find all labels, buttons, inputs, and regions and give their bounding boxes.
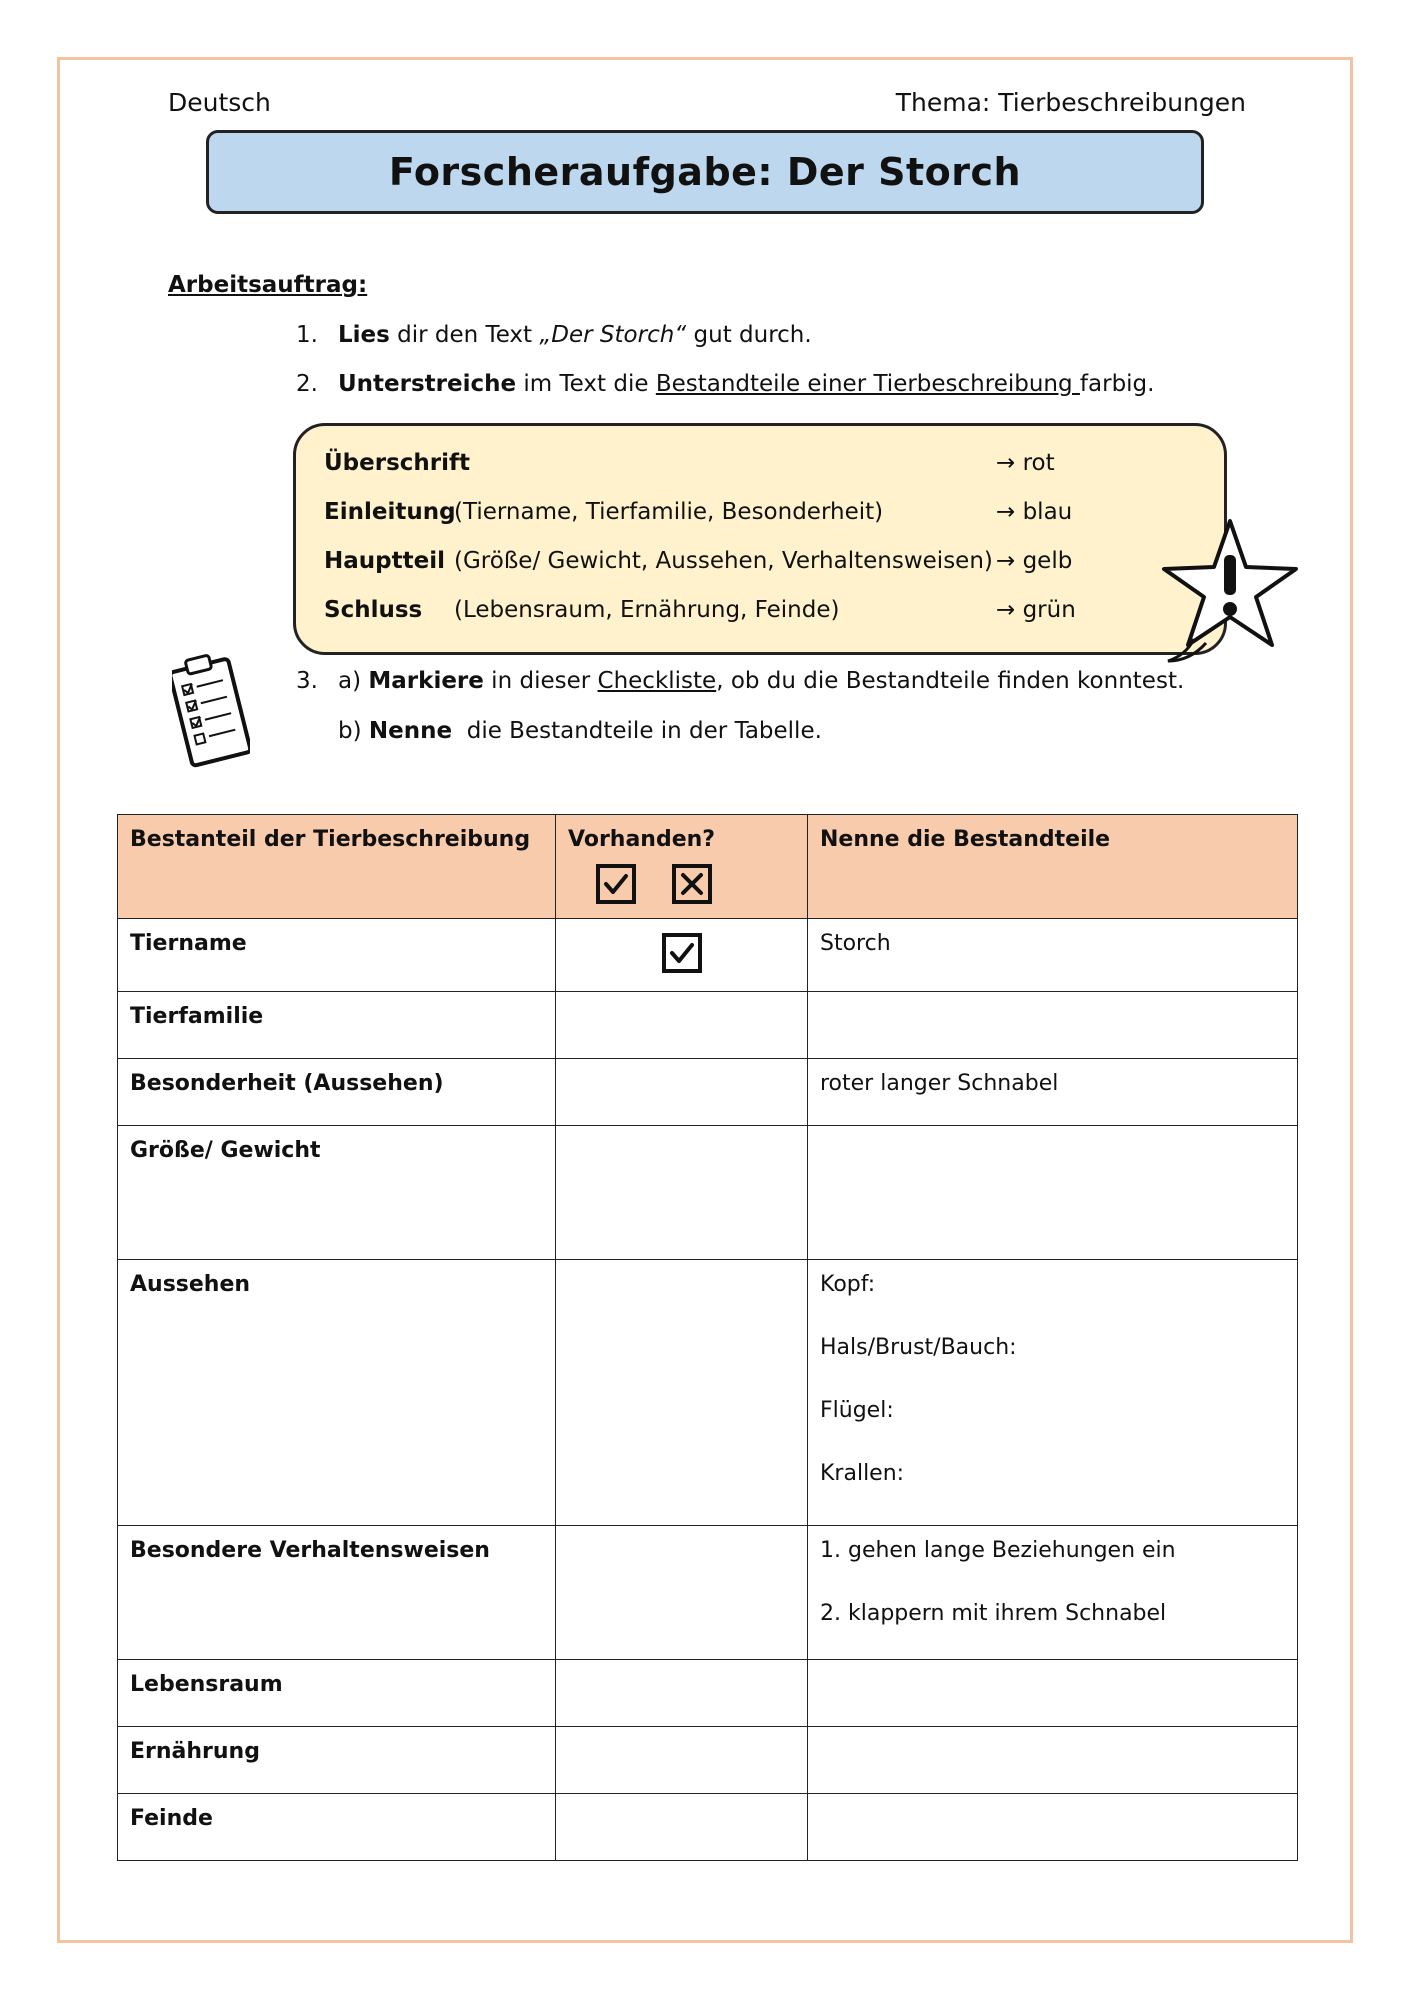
row-present-cell[interactable] (556, 1727, 808, 1794)
color-key-row (324, 499, 883, 525)
task-heading: Arbeitsauftrag: (168, 272, 368, 298)
header-text: Bestanteil der Tierbeschreibung (130, 827, 531, 852)
row-answer[interactable] (808, 1126, 1298, 1260)
header-text: Nenne die Bestandteile (820, 827, 1111, 852)
row-label: Besonderheit (Aussehen) (118, 1059, 556, 1126)
step-text: farbig. (1079, 371, 1155, 397)
key-detail: (Tiername, Tierfamilie, Besonderheit) (454, 499, 884, 525)
key-detail: (Lebensraum, Ernährung, Feinde) (454, 597, 840, 623)
step-verb: Unterstreiche (338, 371, 517, 397)
row-present-cell[interactable] (556, 1260, 808, 1526)
row-answer[interactable] (808, 992, 1298, 1059)
step-3a (296, 668, 1184, 694)
key-part: Schluss (324, 597, 423, 623)
clipboard-checklist-icon (172, 652, 250, 770)
checkbox-checked-icon (662, 933, 702, 973)
row-answer[interactable]: Storch (808, 919, 1298, 992)
key-part: Überschrift (324, 450, 471, 476)
row-present-cell[interactable] (556, 1526, 808, 1660)
answer-line: Kopf: (820, 1272, 876, 1297)
step-number: 2. (296, 371, 318, 397)
step-number: 3. (296, 668, 318, 694)
step-prefix: b) (338, 718, 369, 744)
step-verb: Markiere (368, 668, 484, 694)
header-text: Vorhanden? (568, 827, 716, 852)
header-component (118, 815, 556, 919)
key-color: → blau (996, 499, 1073, 525)
step-number: 1. (296, 322, 318, 348)
row-label: Lebensraum (118, 1660, 556, 1727)
step-text: im Text die (516, 371, 656, 397)
underlined-text: Bestandteile einer Tierbeschreibung (655, 371, 1080, 397)
row-present-cell[interactable] (556, 992, 808, 1059)
color-key-box (293, 423, 1227, 655)
row-label: Besondere Verhaltensweisen (118, 1526, 556, 1660)
step-text: in dieser (483, 668, 598, 694)
worksheet-title: Forscheraufgabe: Der Storch (388, 150, 1022, 194)
step-1 (296, 322, 812, 348)
step-text: die Bestandteile in der Tabelle. (452, 718, 822, 744)
color-key-row (324, 597, 839, 623)
table-row (118, 1526, 1298, 1660)
header-present (556, 815, 808, 919)
key-color: → grün (996, 597, 1076, 623)
key-part: Einleitung (324, 499, 456, 525)
row-present-cell[interactable] (556, 1660, 808, 1727)
step-verb: Nenne (368, 718, 453, 744)
row-answer[interactable] (808, 1660, 1298, 1727)
row-label: Größe/ Gewicht (118, 1126, 556, 1260)
checkbox-checked-icon (596, 864, 636, 904)
underlined-text: Checkliste (597, 668, 717, 694)
row-answer[interactable] (808, 1526, 1298, 1660)
row-label: Tiername (118, 919, 556, 992)
row-label: Tierfamilie (118, 992, 556, 1059)
table-row (118, 992, 1298, 1059)
key-color: → rot (996, 450, 1055, 476)
table-row (118, 919, 1298, 992)
table-row (118, 1794, 1298, 1861)
row-answer[interactable] (808, 1260, 1298, 1526)
worksheet-title-box (206, 130, 1204, 214)
row-label: Feinde (118, 1794, 556, 1861)
step-text: , ob du die Bestandteile finden konntest. (716, 668, 1185, 694)
row-label: Aussehen (118, 1260, 556, 1526)
answer-line: Krallen: (820, 1461, 905, 1486)
table-row (118, 1260, 1298, 1526)
step-text: dir den Text (389, 322, 540, 348)
row-present-cell[interactable] (556, 1794, 808, 1861)
text-title: „Der Storch“ (539, 322, 687, 348)
step-verb: Lies (338, 322, 390, 348)
color-key-row (324, 450, 471, 476)
step-3b (338, 718, 822, 744)
row-answer[interactable] (808, 1727, 1298, 1794)
step-text: gut durch. (686, 322, 812, 348)
header-name-parts (808, 815, 1298, 919)
exclamation-star-icon (1160, 515, 1300, 665)
row-answer[interactable] (808, 1794, 1298, 1861)
checklist-table (117, 814, 1298, 1861)
checkbox-crossed-icon (672, 864, 712, 904)
table-row (118, 1727, 1298, 1794)
row-present-cell[interactable] (556, 1059, 808, 1126)
answer-line: Hals/Brust/Bauch: (820, 1335, 1017, 1360)
table-header-row (118, 815, 1298, 919)
key-detail: (Größe/ Gewicht, Aussehen, Verhaltensweisen) (454, 548, 993, 574)
color-key-row (324, 548, 993, 574)
table-row (118, 1059, 1298, 1126)
row-label: Ernährung (118, 1727, 556, 1794)
subject-label: Deutsch (168, 88, 271, 117)
key-part: Hauptteil (324, 548, 445, 574)
table-row (118, 1660, 1298, 1727)
table-row (118, 1126, 1298, 1260)
topic-label: Thema: Tierbeschreibungen (895, 88, 1246, 117)
answer-line: 2. klappern mit ihrem Schnabel (820, 1601, 1167, 1626)
step-prefix: a) (338, 668, 369, 694)
row-answer[interactable]: roter langer Schnabel (808, 1059, 1298, 1126)
answer-line: 1. gehen lange Beziehungen ein (820, 1538, 1176, 1563)
row-present-cell[interactable] (556, 919, 808, 992)
answer-line: Flügel: (820, 1398, 894, 1423)
row-present-cell[interactable] (556, 1126, 808, 1260)
step-2 (296, 371, 1154, 397)
key-color: → gelb (996, 548, 1073, 574)
